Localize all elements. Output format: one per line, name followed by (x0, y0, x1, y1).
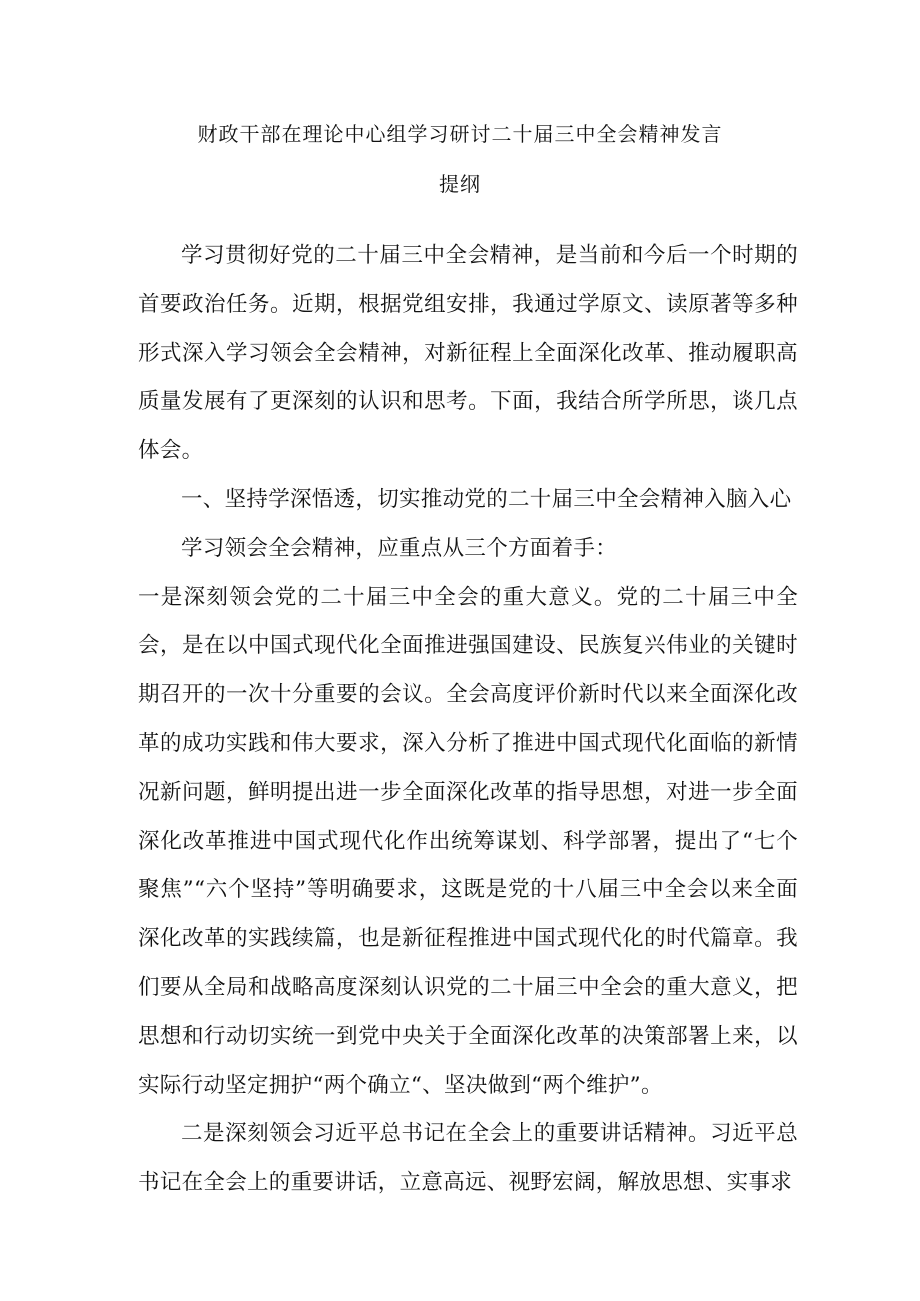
paragraph-point-2: 二是深刻领会习近平总书记在全会上的重要讲话精神。习近平总书记在全会上的重要讲话，立意高远、视野宏阔，解放思想、实事求 (138, 1121, 798, 1196)
paragraph-intro: 学习贯彻好党的二十届三中全会精神，是当前和今后一个时期的首要政治任务。近期，根据党组安排，我通过学原文、读原著等多种形式深入学习领会全会精神，对新征程上全面深化改革、推动履职高质量发展有了更深刻的认识和思考。下面，我结合所学所思，谈几点体会。 (138, 243, 798, 464)
document-title-continued: 提纲 (439, 172, 481, 196)
document-body (138, 232, 798, 1208)
paragraph-point-1: 一是深刻领会党的二十届三中全会的重大意义。党的二十届三中全会，是在以中国式现代化全面推进强国建设、民族复兴伟业的关键时期召开的一次十分重要的会议。全会高度评价新时代以来全面深化改革的成功实践和伟大要求，深入分析了推进中国式现代化面临的新情况新问题，鲜明提出进一步全面深化改革的指导思想，对进一步全面深化改革推进中国式现代化作出统筹谋划、科学部署，提出了“七个聚焦”“六个坚持”等明确要求，这既是党的十八届三中全会以来全面深化改革的实践续篇，也是新征程推进中国式现代化的时代篇章。我们要从全局和战略高度深刻认识党的二十届三中全会的重大意义，把思想和行动切实统一到党中央关于全面深化改革的决策部署上来，以实际行动坚定拥护“两个确立“、坚决做到“两个维护”。 (138, 584, 798, 1098)
paragraph-overview: 学习领会全会精神，应重点从三个方面着手： (181, 535, 618, 561)
section-heading-1: 一、坚持学深悟透，切实推动党的二十届三中全会精神入脑入心 (181, 486, 792, 512)
document-title: 财政干部在理论中心组学习研讨二十届三中全会精神发言 (197, 122, 723, 146)
